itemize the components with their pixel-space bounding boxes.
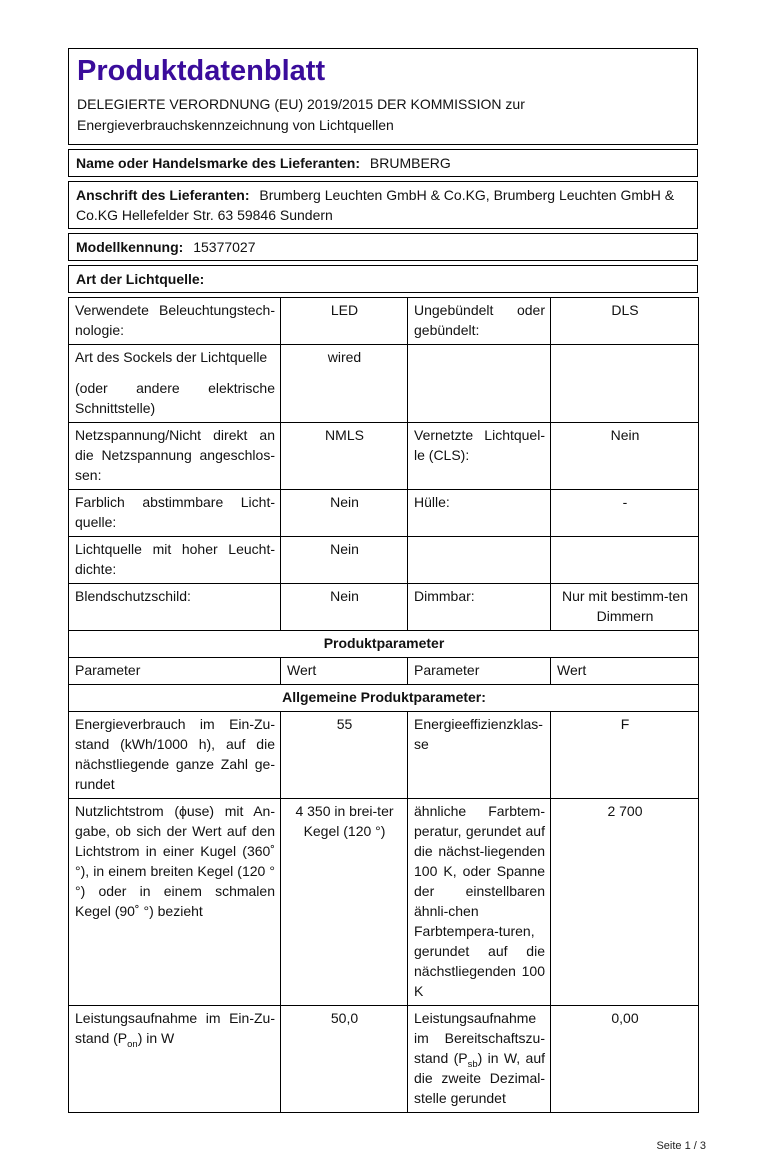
- empty-cell: [408, 345, 551, 423]
- param-text: ) in W: [137, 1030, 175, 1046]
- model-id-label: Modellkennung:: [76, 239, 184, 255]
- regulation-text: DELEGIERTE VERORDNUNG (EU) 2019/2015 DER KOMMISSION zur Energieverbrauchskennzeichnung von Lichtquellen: [77, 96, 525, 133]
- param-value-cell: Nein: [551, 423, 699, 490]
- param-subscript: on: [127, 1038, 138, 1050]
- table-row: [69, 345, 699, 423]
- param-subscript: sb: [467, 1058, 478, 1070]
- param-line: Art des Sockels der Lichtquelle: [75, 349, 268, 365]
- param-label-cell: Verwendete Beleuchtungstech-nologie:: [69, 298, 281, 345]
- param-text: Leistungsaufnahme im Ein-Zu-stand (P: [75, 1010, 275, 1046]
- param-value-cell: wired: [281, 345, 408, 423]
- table-row: [69, 490, 699, 537]
- param-value-cell: LED: [281, 298, 408, 345]
- column-header-parameter-2: Parameter: [408, 658, 551, 685]
- param-label-cell: [408, 1006, 551, 1113]
- param-label-cell: Lichtquelle mit hoher Leucht-dichte:: [69, 537, 281, 584]
- supplier-name-box: [68, 149, 698, 177]
- general-parameters-group-title: Allgemeine Produktparameter:: [69, 685, 699, 712]
- supplier-name-value: BRUMBERG: [369, 155, 451, 171]
- empty-cell: [551, 537, 699, 584]
- param-value-cell: 4 350 in brei-ter Kegel (120 °): [281, 799, 408, 1006]
- parameters-table: [68, 297, 699, 1113]
- param-value-cell: 2 700: [551, 799, 699, 1006]
- param-value-cell: Nein: [281, 584, 408, 631]
- supplier-address-box: [68, 181, 698, 229]
- param-text: ) in W, auf die zweite Dezimal-stelle gerundet: [414, 1050, 545, 1106]
- param-value-cell: NMLS: [281, 423, 408, 490]
- empty-cell: [408, 537, 551, 584]
- param-line: (oder andere elektrische Schnittstelle): [75, 380, 275, 416]
- table-row: [69, 298, 699, 345]
- param-label-cell: Ungebündelt oder gebündelt:: [408, 298, 551, 345]
- supplier-address-label: Anschrift des Lieferanten:: [76, 187, 250, 203]
- param-value-cell: Nein: [281, 537, 408, 584]
- title-block: [68, 48, 698, 145]
- param-value-cell: 55: [281, 712, 408, 799]
- model-id-box: [68, 233, 698, 261]
- column-header-parameter-1: Parameter: [69, 658, 281, 685]
- table-row: [69, 584, 699, 631]
- param-label-cell: Energieeffizienzklas-se: [408, 712, 551, 799]
- light-source-section-box: [68, 265, 698, 293]
- product-parameters-title: Produktparameter: [69, 631, 699, 658]
- param-value-cell: 0,00: [551, 1006, 699, 1113]
- supplier-name-label: Name oder Handelsmarke des Lieferanten:: [76, 155, 360, 171]
- table-row: [69, 537, 699, 584]
- param-label-cell: [69, 1006, 281, 1113]
- param-label-cell: [69, 345, 281, 423]
- group-title-row: [69, 685, 699, 712]
- table-row: [69, 799, 699, 1006]
- param-label-cell: Blendschutzschild:: [69, 584, 281, 631]
- column-header-wert-1: Wert: [281, 658, 408, 685]
- supplier-address-value: Brumberg Leuchten GmbH & Co.KG, Brumberg Leuchten GmbH & Co.KG Hellefelder Str. 63 59846 Sundern: [76, 187, 675, 223]
- param-value-cell: DLS: [551, 298, 699, 345]
- page-number: Seite 1 / 3: [656, 1140, 706, 1152]
- param-text: Leistungsaufnahme im Bereitschaftszu-stand (P: [414, 1010, 545, 1066]
- model-id-value: 15377027: [193, 239, 256, 255]
- table-row: [69, 423, 699, 490]
- param-label-cell: Dimmbar:: [408, 584, 551, 631]
- param-value-cell: Nein: [281, 490, 408, 537]
- table-row: [69, 1006, 699, 1113]
- column-header-row: [69, 658, 699, 685]
- param-label-cell: Nutzlichtstrom (ϕuse) mit An-gabe, ob sich der Wert auf den Lichtstrom in einer Kugel (360˚ °), in einem breiten Kegel (120 °°) oder in einem schmalen Kegel (90˚ °) bezieht: [69, 799, 281, 1006]
- param-label-cell: ähnliche Farbtem-peratur, gerundet auf die nächst-liegenden 100 K, oder Spanne der einstellbaren ähnli-chen Farbtempera-turen, gerundet auf die nächstliegenden 100 K: [408, 799, 551, 1006]
- param-value-cell: -: [551, 490, 699, 537]
- param-label-cell: Hülle:: [408, 490, 551, 537]
- param-label-cell: Farblich abstimmbare Licht-quelle:: [69, 490, 281, 537]
- column-header-wert-2: Wert: [551, 658, 699, 685]
- table-row: [69, 712, 699, 799]
- empty-cell: [551, 345, 699, 423]
- section-title-row: [69, 631, 699, 658]
- param-label-cell: Netzspannung/Nicht direkt an die Netzspannung angeschlos-sen:: [69, 423, 281, 490]
- param-value-cell: 50,0: [281, 1006, 408, 1113]
- light-source-section-label: Art der Lichtquelle:: [76, 271, 205, 287]
- param-label-cell: Vernetzte Lichtquel-le (CLS):: [408, 423, 551, 490]
- param-value-cell: F: [551, 712, 699, 799]
- param-value-cell: Nur mit bestimm-ten Dimmern: [551, 584, 699, 631]
- param-label-cell: Energieverbrauch im Ein-Zu-stand (kWh/1000 h), auf die nächstliegende ganze Zahl ge-rundet: [69, 712, 281, 799]
- document-title: Produktdatenblatt: [77, 55, 326, 87]
